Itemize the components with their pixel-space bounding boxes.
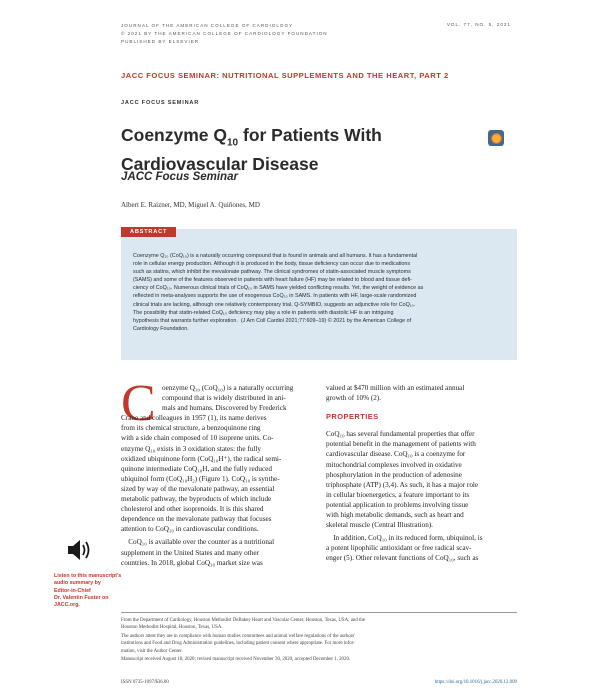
section-label: JACC FOCUS SEMINAR xyxy=(121,100,200,106)
speaker-icon xyxy=(64,536,94,564)
body-line: compound that is widely distributed in ani- xyxy=(162,394,286,403)
title-subscript: 10 xyxy=(227,137,239,149)
body-line: phosphorylation in the production of adenosine xyxy=(326,470,462,479)
body-line: attention to CoQ₁₀ in cardiovascular conditions. xyxy=(121,525,259,534)
journal-name: JOURNAL OF THE AMERICAN COLLEGE OF CARDIOLOGY xyxy=(121,23,294,28)
body-line: countries. In 2018, global CoQ₁₀ market size was xyxy=(121,558,263,567)
article-subtitle: JACC Focus Seminar xyxy=(121,171,238,183)
drop-cap: C xyxy=(121,375,156,432)
abstract-line: role in cellular energy production. Although it is produced in the body, tissue deficiency can occur due to medications xyxy=(133,261,411,268)
body-line: supplement in the United States and many other xyxy=(121,548,259,557)
audio-summary-icon[interactable] xyxy=(64,536,94,569)
body-line: CoQ₁₀ is available over the counter as a nutritional xyxy=(121,538,275,547)
compliance-note xyxy=(121,633,517,655)
body-line: metabolic pathway, the byproducts of which include xyxy=(121,495,272,504)
abstract-line: Cardiology Foundation. xyxy=(133,325,189,332)
audio-note-line: Dr. Valentin Fuster on xyxy=(54,594,109,601)
body-line: enger (5). Other relevant functions of CoQ₁₀, such as xyxy=(326,554,479,563)
footnote-line: From the Department of Cardiology, Houston Methodist DeBakey Heart and Vascular Center, Houston, Texas, USA; and the xyxy=(121,618,365,623)
abstract-line: The possibility that statin-related CoQ₁₀ deficiency may play a role in patients with diastolic HF is an intriguing xyxy=(133,309,394,316)
body-line: with high metabolic demands, such as heart and xyxy=(326,511,464,520)
body-left-column xyxy=(121,383,313,568)
body-line: In addition, CoQ₁₀ in its reduced form, ubiquinol, is xyxy=(326,534,483,543)
footnote-divider xyxy=(121,612,517,613)
body-line: enzyme Q₁₀ exists in 3 oxidation states: the fully xyxy=(121,444,261,453)
audio-note-line: Listen to this manuscript's xyxy=(54,573,122,579)
journal-header xyxy=(121,22,328,46)
abstract-line: reflected in meta-analyses supports the use of exogenous CoQ₁₀ in SAMS. In patients with HF, large-scale randomized xyxy=(133,293,417,300)
body-line: oxidized ubiquinone form (CoQ₁₀H⁺), the radical semi- xyxy=(121,454,282,463)
body-line: Crane and colleagues in 1957 (1), its name derives xyxy=(121,414,267,423)
properties-paragraph-2 xyxy=(326,533,518,563)
volume-info: VOL. 77, NO. 5, 2021 xyxy=(446,22,511,27)
body-line: ubiquinol form (CoQ₁₀H₂) (Figure 1). CoQ₁₀ is synthe- xyxy=(121,474,280,483)
body-line: sized by way of the mevalonate pathway, an essential xyxy=(121,484,275,493)
intro-lines xyxy=(121,413,313,534)
body-line: with a side chain composed of 10 isoprene units. Co- xyxy=(121,434,274,443)
issn: ISSN 0735-1097/$36.00 xyxy=(121,680,169,685)
audio-summary-link[interactable] xyxy=(54,573,124,609)
abstract-line: (SAMS) and some of the features observed in patients with heart failure (HF) may be related to blood and tissue defi- xyxy=(133,277,412,284)
body-line: cholesterol and other isoprenoids. It is this shared xyxy=(121,505,264,514)
abstract-line: hypothesis that warrants further exploration. (J Am Coll Cardiol 2021;77:609–19) © 2021 by the American College of xyxy=(133,317,412,324)
affiliation-note xyxy=(121,617,517,632)
abstract-line: such as statins, which inhibit the mevalonate pathway. The clinical syndromes of statin-associated muscle symptoms xyxy=(133,269,411,276)
abstract-label: ABSTRACT xyxy=(121,227,176,237)
abstract-text xyxy=(133,252,507,333)
received-note: Manuscript received August 18, 2020; revised manuscript received November 30, 2020, accepted December 1, 2020. xyxy=(121,657,351,663)
body-line: in cellular bioenergetics, a feature important to its xyxy=(326,490,470,499)
publisher-line: PUBLISHED BY ELSEVIER xyxy=(121,39,200,44)
title-part: for Patients With xyxy=(238,125,382,145)
body-line: valued at $470 million with an estimated annual xyxy=(326,384,465,392)
body-line: oenzyme Q₁₀ (CoQ₁₀) is a naturally occurring xyxy=(162,384,294,392)
body-line: from its chemical structure, a benzoquinone ring xyxy=(121,424,261,433)
body-right-column xyxy=(326,383,518,564)
crossmark-icon[interactable] xyxy=(488,130,504,146)
title-part: Coenzyme Q xyxy=(121,125,227,145)
body-line: quinone intermediate CoQ₁₀H, and the fully reduced xyxy=(121,464,272,473)
body-line: potential application to problems involving tissue xyxy=(326,500,469,509)
continued-lines xyxy=(326,383,518,403)
abstract-line: ciency of CoQ₁₀. Numerous clinical trials of CoQ₁₀ in SAMS have yielded conflicting results. Yet, the weight of evidence as xyxy=(133,285,424,292)
body-line: triphosphate (ATP) (3,4). As such, it has a major role xyxy=(326,480,479,489)
footnote-line: Houston Methodist Hospital, Houston, Texas, USA. xyxy=(121,625,223,631)
properties-paragraph xyxy=(326,429,518,530)
paragraph-2 xyxy=(121,537,313,567)
footnotes xyxy=(121,617,517,665)
abstract-line: clinical trials are lacking, although one relatively contemporary trial, Q-SYMBIO, suggests an adjunctive role for CoQ₁₀. xyxy=(133,301,416,308)
copyright-line: © 2021 BY THE AMERICAN COLLEGE OF CARDIOLOGY FOUNDATION xyxy=(121,31,328,36)
body-line: cardiovascular disease. CoQ₁₀ is a coenzyme for xyxy=(326,450,466,459)
series-title: JACC FOCUS SEMINAR: NUTRITIONAL SUPPLEMENTS AND THE HEART, PART 2 xyxy=(121,71,449,80)
audio-note-line: Editor-in-Chief xyxy=(54,587,91,594)
body-line: dependence on the mevalonate pathway that focuses xyxy=(121,515,272,524)
body-line: growth of 10% (2). xyxy=(326,394,382,403)
body-line: a potent lipophilic antioxidant or free radical scav- xyxy=(326,544,472,553)
body-line: skeletal muscle (Central Illustration). xyxy=(326,521,433,530)
audio-note-line: JACC.org. xyxy=(54,602,80,609)
doi-link[interactable]: https://doi.org/10.1016/j.jacc.2020.12.009 xyxy=(434,680,517,685)
authors: Albert E. Raizner, MD, Miguel A. Quiñones, MD xyxy=(121,201,260,209)
footnote-line: institutions and Food and Drug Administration guidelines, including patient consent where appropriate. For more infor- xyxy=(121,641,355,647)
body-line: mitochondrial complexes involved in oxidative xyxy=(326,460,462,469)
crossmark-badge xyxy=(491,133,502,144)
footnote-line: mation, visit the Author Center. xyxy=(121,648,183,654)
audio-note-line: audio summary by xyxy=(54,580,101,587)
body-line: potential benefit in the management of patients with xyxy=(326,440,476,449)
section-heading-properties: PROPERTIES xyxy=(326,412,379,422)
intro-indented-lines xyxy=(121,383,313,413)
body-line: CoQ₁₀ has several fundamental properties that offer xyxy=(326,430,475,439)
footnote-line: The authors attest they are in compliance with human studies committees and animal welfare regulations of the authors' xyxy=(121,634,356,640)
body-line: mals and humans. Discovered by Frederick xyxy=(162,404,287,413)
article-title xyxy=(121,125,481,175)
abstract-line: Coenzyme Q₁₀ (CoQ₁₀) is a naturally occurring compound that is found in animals and all humans. It has a fundamental xyxy=(133,253,418,259)
title-line-2: Cardiovascular Disease xyxy=(121,153,319,174)
